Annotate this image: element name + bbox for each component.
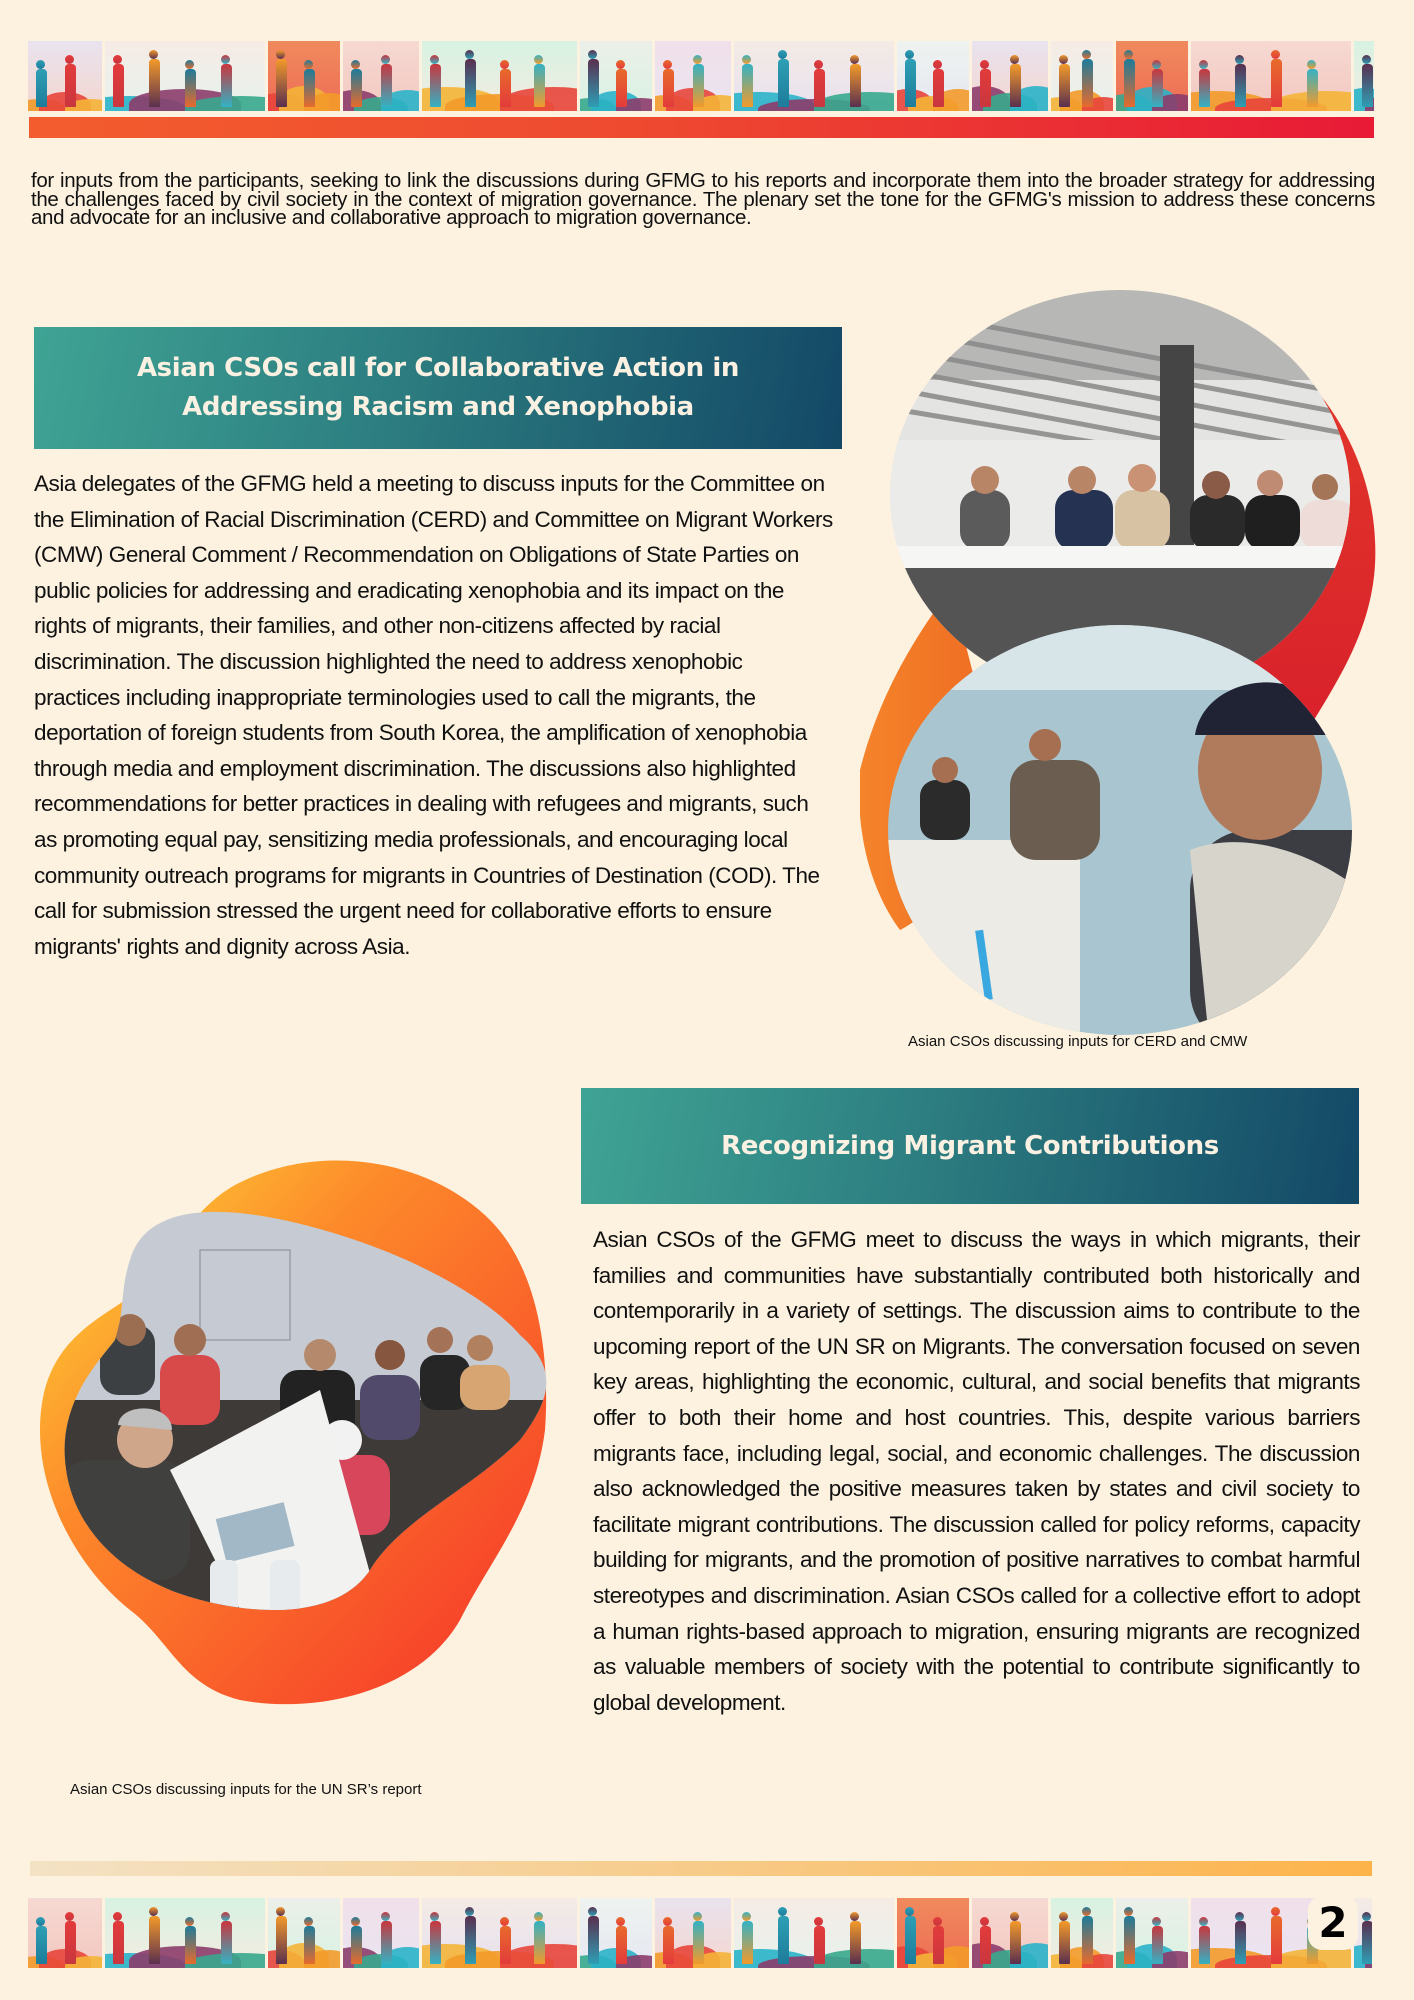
worker-figure-icon [693, 1921, 704, 1964]
worker-figure-icon [304, 69, 315, 107]
banner-tile-illustration [28, 1898, 102, 1968]
worker-figure-icon [1362, 64, 1373, 107]
worker-figure-icon [65, 1921, 76, 1964]
worker-figure-icon [113, 64, 124, 107]
banner-tile-illustration [655, 41, 731, 111]
section1-photo-caption: Asian CSOs discussing inputs for CERD and CMW [908, 1033, 1248, 1050]
banner-tile-illustration [897, 41, 969, 111]
worker-figure-icon [933, 69, 944, 107]
banner-tile-illustration [343, 41, 419, 111]
banner-tile-illustration [1051, 1898, 1113, 1968]
worker-figure-icon [616, 69, 627, 107]
worker-figure-icon [36, 69, 47, 107]
worker-figure-icon [933, 1926, 944, 1964]
worker-figure-icon [381, 1921, 392, 1964]
worker-figure-icon [1152, 1926, 1163, 1964]
worker-figure-icon [534, 64, 545, 107]
worker-figure-icon [221, 1921, 232, 1964]
worker-figure-icon [149, 59, 160, 107]
worker-figure-icon [221, 64, 232, 107]
worker-figure-icon [588, 1916, 599, 1964]
intro-paragraph: for inputs from the participants, seeking to link the discussions during GFMG to his reports and incorporate them into the broader strategy for addressing the challenges faced by civil society in the context of migration governance. The plenary set the tone for the GFMG's mission to address these concerns and advocate for an inclusive and collaborative approach to migration governance. [31, 169, 1375, 229]
worker-figure-icon [351, 69, 362, 107]
worker-figure-icon [500, 69, 511, 107]
section1-title: Asian CSOs call for Collaborative Action in Addressing Racism and Xenophobia [136, 353, 740, 422]
page-number: 2 [1308, 1896, 1358, 1950]
banner-tile-illustration [897, 1898, 969, 1968]
worker-figure-icon [185, 69, 196, 107]
worker-figure-icon [1082, 59, 1093, 107]
worker-figure-icon [500, 1926, 511, 1964]
worker-figure-icon [814, 69, 825, 107]
banner-tile-illustration [972, 41, 1048, 111]
banner-tile-illustration [972, 1898, 1048, 1968]
worker-figure-icon [1124, 59, 1135, 107]
worker-figure-icon [1235, 64, 1246, 107]
worker-figure-icon [778, 1916, 789, 1964]
banner-tile-illustration [105, 41, 265, 111]
worker-figure-icon [742, 64, 753, 107]
banner-tile-illustration [1051, 41, 1113, 111]
worker-figure-icon [1152, 69, 1163, 107]
worker-figure-icon [1124, 1916, 1135, 1964]
top-banner-illustration [28, 41, 1374, 111]
worker-figure-icon [304, 1926, 315, 1964]
worker-figure-icon [980, 69, 991, 107]
worker-figure-icon [905, 59, 916, 107]
bottom-accent-bar [30, 1861, 1372, 1876]
section1-heading-box [34, 327, 842, 449]
worker-figure-icon [778, 59, 789, 107]
worker-figure-icon [465, 1916, 476, 1964]
worker-figure-icon [1271, 1916, 1282, 1964]
banner-tile-illustration [1116, 1898, 1188, 1968]
worker-figure-icon [905, 1916, 916, 1964]
section2-body: Asian CSOs of the GFMG meet to discuss the ways in which migrants, their families and communities have substantially contributed both historically and contemporarily in a variety of settings. The discussion aims to contribute to the upcoming report of the UN SR on Migrants. The conversation focused on seven key areas, highlighting the economic, cultural, and social benefits that migrants offer to both their home and host countries. This, despite various barriers migrants face, including legal, social, and economic challenges. The discussion also acknowledged the positive measures taken by states and civil society to facilitate migrant contributions. The discussion called for policy reforms, capacity building for migrants, and the promotion of positive narratives to combat harmful stereotypes and discrimination. Asian CSOs called for a collective effort to adopt a human rights-based approach to migration, ensuring migrants are recognized as valuable members of society with the potential to contribute significantly to global development. [593, 1227, 1360, 1715]
worker-figure-icon [149, 1916, 160, 1964]
worker-figure-icon [850, 1921, 861, 1964]
banner-tile-illustration [1116, 41, 1188, 111]
worker-figure-icon [693, 64, 704, 107]
bottom-banner-illustration [28, 1898, 1372, 1968]
banner-tile-illustration [268, 1898, 340, 1968]
worker-figure-icon [742, 1921, 753, 1964]
banner-tile-illustration [343, 1898, 419, 1968]
banner-tile-illustration [1191, 41, 1351, 111]
section2-title: Recognizing Migrant Contributions [721, 1131, 1219, 1161]
worker-figure-icon [663, 1926, 674, 1964]
worker-figure-icon [1307, 69, 1318, 107]
worker-figure-icon [65, 64, 76, 107]
worker-figure-icon [1010, 1921, 1021, 1964]
worker-figure-icon [36, 1926, 47, 1964]
banner-tile-illustration [268, 41, 340, 111]
section1-photo-collage [860, 290, 1414, 1050]
worker-figure-icon [1082, 1916, 1093, 1964]
banner-tile-illustration [734, 1898, 894, 1968]
banner-tile-illustration [580, 1898, 652, 1968]
banner-tile-illustration [655, 1898, 731, 1968]
banner-tile-illustration [734, 41, 894, 111]
banner-tile-illustration [28, 41, 102, 111]
top-accent-bar [29, 117, 1374, 138]
worker-figure-icon [276, 1916, 287, 1964]
worker-figure-icon [1059, 64, 1070, 107]
section2-heading-box [581, 1088, 1359, 1204]
worker-figure-icon [1271, 59, 1282, 107]
worker-figure-icon [588, 59, 599, 107]
worker-figure-icon [1199, 69, 1210, 107]
worker-figure-icon [814, 1926, 825, 1964]
banner-tile-illustration [422, 1898, 577, 1968]
worker-figure-icon [1235, 1921, 1246, 1964]
worker-figure-icon [616, 1926, 627, 1964]
worker-figure-icon [1010, 64, 1021, 107]
section2-caption: Asian CSOs discussing inputs for the UN SR’s report [70, 1781, 422, 1798]
worker-figure-icon [1199, 1926, 1210, 1964]
worker-figure-icon [1362, 1921, 1372, 1964]
worker-figure-icon [980, 1926, 991, 1964]
worker-figure-icon [465, 59, 476, 107]
worker-figure-icon [113, 1921, 124, 1964]
worker-figure-icon [276, 59, 287, 107]
section2-photo-collage [20, 1140, 580, 1780]
worker-figure-icon [430, 1921, 441, 1964]
section1-body: Asia delegates of the GFMG held a meeting to discuss inputs for the Committee on the Elimination of Racial Discrimination (CERD) and Committee on Migrant Workers (CMW) General Comment / Recommendation on Obligations of State Parties on public policies for addressing and eradicating xenophobia and its impact on the rights of migrants, their families, and other non-citizens affected by racial discrimination. The discussion highlighted the need to address xenophobic practices including inappropriate terminologies used to call the migrants, the deportation of foreign students from South Korea, the amplification of xenophobia through media and employment discrimination. The discussions also highlighted recommendations for better practices in dealing with refugees and migrants, such as promoting equal pay, sensitizing media professionals, and encouraging local community outreach programs for migrants in Countries of Destination (COD). The call for submission stressed the urgent need for collaborative efforts to ensure migrants' rights and dignity across Asia. [34, 471, 833, 959]
worker-figure-icon [663, 69, 674, 107]
worker-figure-icon [430, 64, 441, 107]
worker-figure-icon [381, 64, 392, 107]
banner-tile-illustration [105, 1898, 265, 1968]
worker-figure-icon [850, 64, 861, 107]
worker-figure-icon [534, 1921, 545, 1964]
worker-figure-icon [1059, 1921, 1070, 1964]
banner-tile-illustration [422, 41, 577, 111]
banner-tile-illustration [580, 41, 652, 111]
worker-figure-icon [351, 1926, 362, 1964]
banner-tile-illustration [1354, 41, 1374, 111]
worker-figure-icon [185, 1926, 196, 1964]
